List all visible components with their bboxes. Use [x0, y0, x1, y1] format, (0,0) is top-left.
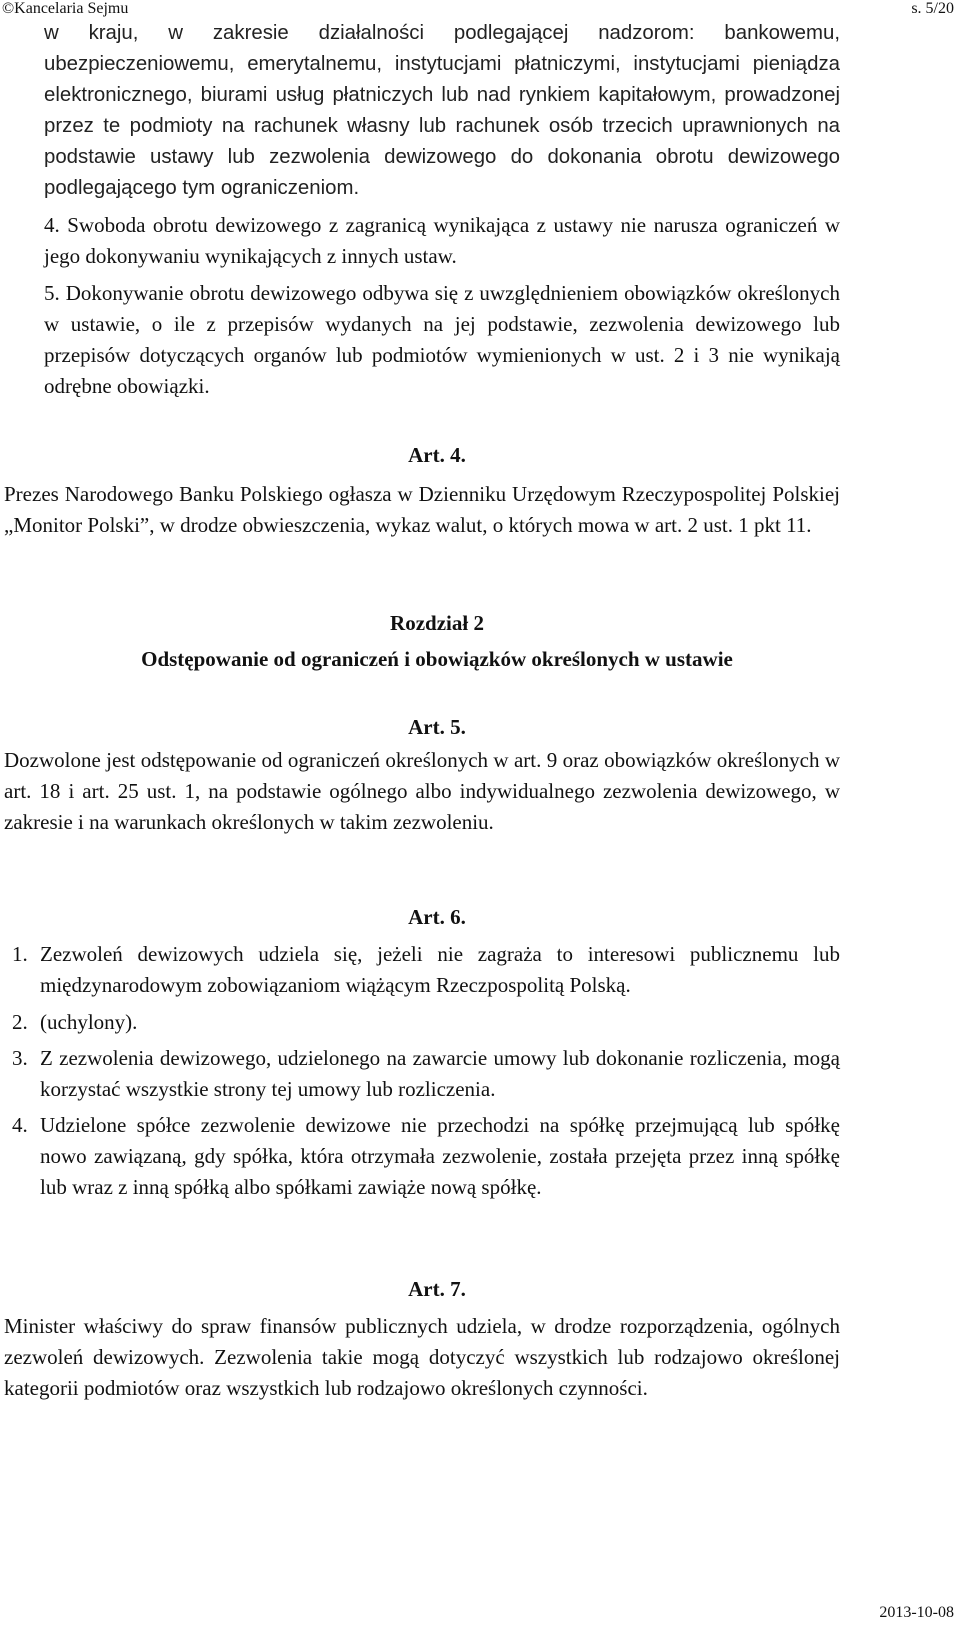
art6-item-number: 4.: [12, 1113, 28, 1137]
art6-item-text: Z zezwolenia dewizowego, udzielonego na zawarcie umowy lub dokonanie rozliczenia, mogą korzystać wszystkie strony tej umowy lub rozliczenia.: [40, 1046, 840, 1101]
art7-body: [4, 1311, 840, 1404]
art5-text: Dozwolone jest odstępowanie od ograniczeń określonych w art. 9 oraz obowiązków określonych w art. 18 i art. 25 ust. 1, na podstawie ogólnego albo indywidualnego zezwolenia dewizowego, w zakresie i na warunkach określonych w takim zezwoleniu.: [4, 748, 840, 834]
art6-item: [12, 939, 840, 1001]
art6-item-number: 3.: [12, 1046, 28, 1070]
art3-para4-text: 4. Swoboda obrotu dewizowego z zagranicą wynikająca z ustawy nie narusza ograniczeń w jego dokonywaniu wynikających z innych ustaw.: [44, 213, 840, 268]
art4-body: [4, 479, 840, 541]
art5-title: Art. 5.: [408, 715, 466, 739]
art3-para3-continuation: [44, 18, 840, 204]
art3-para3-text: w kraju, w zakresie działalności podlegającej nadzorom: bankowemu, ubezpieczeniowemu, emerytalnemu, instytucjami płatniczymi, instytucjami pieniądza elektronicznego, biurami usług płatniczych lub nad rynkiem kapitałowym, prowadzonej przez te podmioty na rachunek własny lub rachunek osób trzecich uprawnionych na podstawie ustawy lub zezwolenia dewizowego do dokonania obrotu dewizowego podlegającego tym ograniczeniom.: [44, 22, 840, 199]
art6-item: [12, 1007, 840, 1038]
art6-item-number: 1.: [12, 942, 28, 966]
art7-text: Minister właściwy do spraw finansów publicznych udziela, w drodze rozporządzenia, ogólnych zezwoleń dewizowych. Zezwolenia takie mogą dotyczyć wszystkich lub rodzajowo określonej kategorii podmiotów oraz wszystkich lub rodzajowo określonych czynności.: [4, 1314, 840, 1400]
art4-title: Art. 4.: [408, 443, 466, 467]
art3-para4: [44, 210, 840, 272]
art6-item: [12, 1110, 840, 1203]
art6-item-text: Udzielone spółce zezwolenie dewizowe nie przechodzi na spółkę przejmującą lub spółkę nowo zawiązaną, gdy spółka, która otrzymała zezwolenie, została przejęta przez inną spółkę lub wraz z inną spółką albo spółkami zawiąże nową spółkę.: [40, 1113, 840, 1199]
art6-item-text: (uchylony).: [40, 1010, 138, 1034]
chapter-number: Rozdział 2: [390, 611, 484, 635]
art3-para5-text: 5. Dokonywanie obrotu dewizowego odbywa się z uwzględnieniem obowiązków określonych w ustawie, o ile z przepisów wydanych na jej podstawie, zezwolenia dewizowego lub przepisów dotyczących organów lub podmiotów wymienionych w ust. 2 i 3 nie wynikają odrębne obowiązki.: [44, 281, 840, 398]
art3-para5: [44, 278, 840, 402]
art6-item: [12, 1043, 840, 1105]
copyright-header: ©Kancelaria Sejmu: [2, 0, 129, 17]
page-number: s. 5/20: [911, 0, 954, 17]
art6-item-text: Zezwoleń dewizowych udziela się, jeżeli nie zagraża to interesowi publicznemu lub międzynarodowym zobowiązaniom wiążącym Rzeczpospolitą Polską.: [40, 942, 840, 997]
art7-title: Art. 7.: [408, 1277, 466, 1301]
chapter-title: Odstępowanie od ograniczeń i obowiązków określonych w ustawie: [141, 647, 733, 671]
art5-body: [4, 745, 840, 838]
footer-date: 2013-10-08: [879, 1604, 954, 1621]
art6-title: Art. 6.: [408, 905, 466, 929]
art4-text: Prezes Narodowego Banku Polskiego ogłasza w Dzienniku Urzędowym Rzeczypospolitej Polskiej „Monitor Polski”, w drodze obwieszczenia, wykaz walut, o których mowa w art. 2 ust. 1 pkt 11.: [4, 482, 840, 537]
art6-item-number: 2.: [12, 1010, 28, 1034]
